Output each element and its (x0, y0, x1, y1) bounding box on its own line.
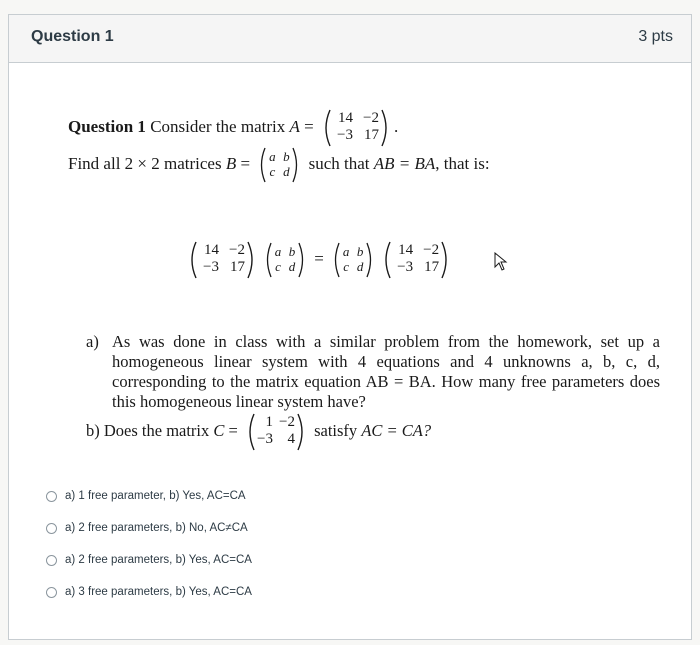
matrix-B (256, 146, 302, 184)
radio-button[interactable] (46, 555, 57, 566)
matrix-cell: −3 (336, 127, 353, 143)
matrix-A-left (186, 240, 258, 280)
matrix-cell: d (288, 259, 296, 274)
matrix-cell: a (342, 244, 350, 259)
matrix-B-left (262, 241, 308, 279)
matrix-cell: 14 (204, 242, 219, 258)
answer-option[interactable] (46, 544, 252, 576)
answer-option[interactable] (46, 576, 252, 608)
matrix-A-right (380, 240, 452, 280)
radio-button[interactable] (46, 587, 57, 598)
mouse-cursor-icon (494, 252, 508, 272)
radio-button[interactable] (46, 523, 57, 534)
matrix-cell: −3 (257, 431, 273, 447)
part-a-text: As was done in class with a similar problem from the homework, set up a homogeneous linear system with 4 equations and 4 unknowns a, b, c, d, corresponding to the matrix equation AB = BA. How many free parameters does this homogeneous linear system have? (112, 332, 660, 411)
matrix-cell: −3 (203, 259, 219, 275)
matrix-cell: c (269, 164, 276, 179)
question-points: 3 pts (638, 28, 673, 45)
matrix-cell: 17 (424, 259, 440, 275)
matrix-C (244, 412, 308, 452)
matrix-cell: a (274, 244, 282, 259)
such-that-text: such that (304, 153, 374, 173)
answer-option-label: a) 1 free parameter, b) Yes, AC=CA (65, 490, 246, 502)
ac-ca-equation: AC = CA? (361, 420, 432, 440)
matrix-cell: 14 (337, 110, 353, 126)
problem-line-1: Question 1 Consider the matrix A = 14 −2 −3 17 . (68, 108, 398, 148)
answer-option-label: a) 2 free parameters, b) Yes, AC=CA (65, 554, 252, 566)
matrix-cell: b (356, 244, 364, 259)
ab-ba-equation: AB = BA (373, 153, 436, 173)
answer-option-label: a) 3 free parameters, b) Yes, AC=CA (65, 586, 252, 598)
that-is-text: , that is: (435, 153, 490, 173)
matrix-cell: b (288, 244, 296, 259)
matrix-cell: a (269, 149, 276, 164)
matrix-cell: −2 (423, 242, 440, 258)
answer-option[interactable] (46, 512, 252, 544)
part-a-label: a) (86, 332, 99, 351)
problem-lead-text: Consider the matrix (145, 116, 290, 136)
question-header (9, 15, 691, 63)
matrix-A (320, 108, 392, 148)
question-title: Question 1 (31, 28, 114, 45)
matrix-cell: b (283, 149, 290, 164)
problem-line-2: Find all 2 × 2 matrices B = a b c d such that AB = BA, that is: (68, 146, 490, 184)
answer-options (46, 480, 252, 608)
answer-option-label: a) 2 free parameters, b) No, AC≠CA (65, 522, 248, 534)
matrix-cell: −2 (229, 242, 245, 258)
matrix-cell: 1 (265, 414, 273, 430)
problem-lead-bold: Question 1 (68, 116, 146, 136)
matrix-cell: d (356, 259, 364, 274)
matrix-cell: c (275, 259, 281, 274)
part-b-line: b) Does the matrix C = 1 −2 −3 4 satisfy AC = CA? (86, 412, 431, 452)
matrix-cell: 17 (230, 259, 245, 275)
matrix-cell: 14 (398, 242, 414, 258)
part-b-text-post: satisfy (309, 420, 362, 440)
matrix-cell: 4 (287, 431, 295, 447)
matrix-cell: −3 (397, 259, 414, 275)
part-b-label: b) (86, 420, 100, 440)
radio-button[interactable] (46, 491, 57, 502)
matrix-cell: −2 (362, 110, 379, 126)
matrix-cell: −2 (279, 414, 295, 430)
matrix-cell: 17 (363, 127, 379, 143)
display-equation: 14 −2 −3 17 a b c d = a b c d 14 −2 −3 17 (184, 240, 454, 280)
problem-find-text: Find all 2 × 2 matrices (68, 153, 226, 173)
matrix-cell: d (283, 164, 290, 179)
part-b-text-pre: Does the matrix (103, 420, 214, 440)
answer-option[interactable] (46, 480, 252, 512)
matrix-cell: c (343, 259, 349, 274)
matrix-B-right (330, 241, 376, 279)
